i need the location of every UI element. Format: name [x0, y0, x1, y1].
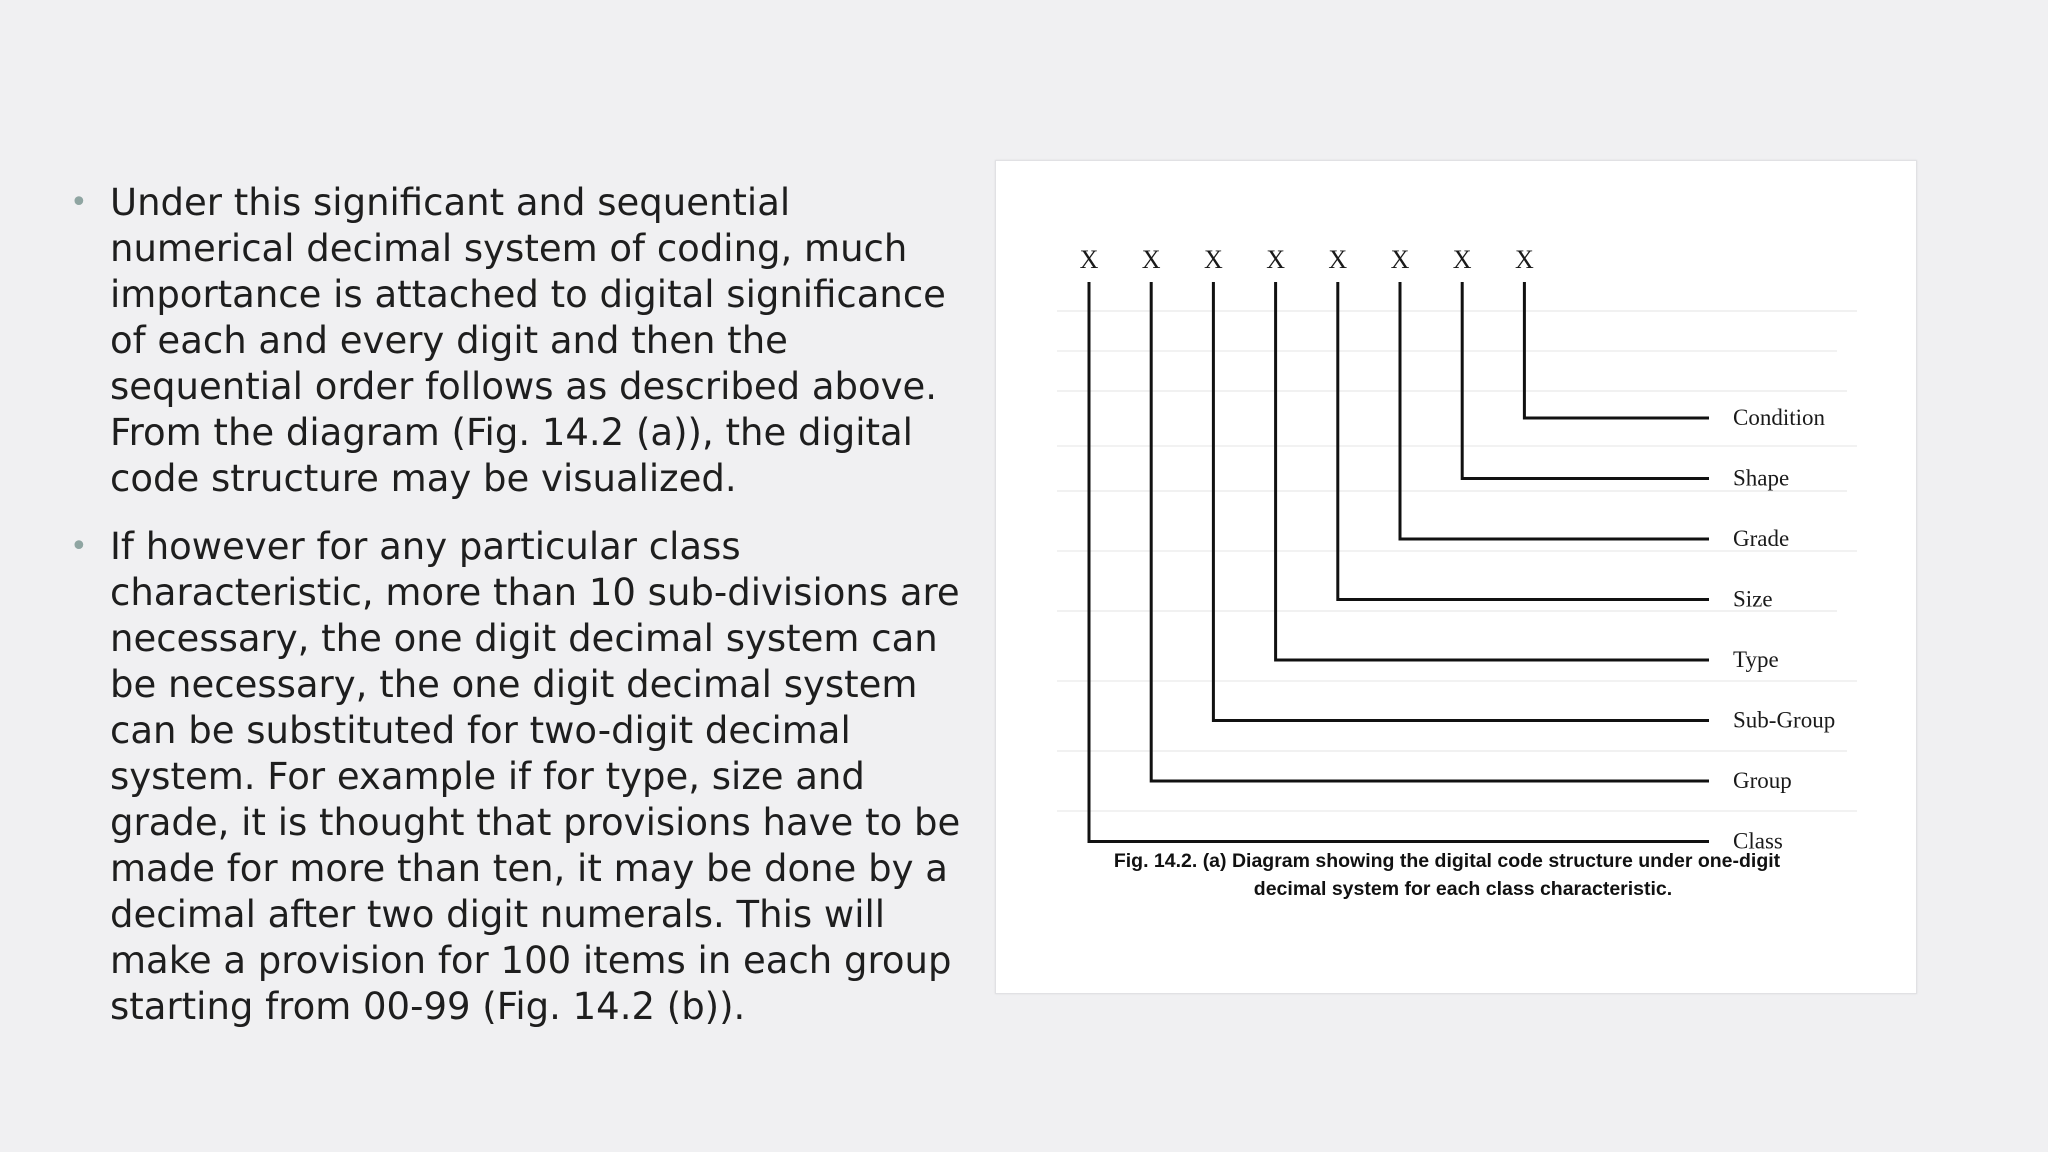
digit-mark: X	[1141, 245, 1161, 274]
digit-mark: X	[1452, 245, 1472, 274]
bullet-item	[66, 180, 966, 502]
bullet-text: Under this significant and sequential numerical decimal system of coding, much importance is attached to digital significance of each and every digit and then the sequential order follows as described above. From the diagram (Fig. 14.2 (a)), the digital code structure may be visualized.	[110, 181, 946, 500]
digit-mark: X	[1266, 245, 1285, 274]
level-label: Condition	[1733, 405, 1826, 430]
digit-mark: X	[1079, 245, 1099, 274]
digit-mark: X	[1328, 245, 1348, 274]
bullet-item	[66, 524, 966, 1030]
level-label: Class	[1733, 828, 1783, 854]
bullet-list	[66, 180, 966, 1052]
level-label: Type	[1733, 647, 1779, 672]
figure-caption-line-2: decimal system for each class characteristic.	[1253, 878, 1673, 900]
bullet-text: If however for any particular class characteristic, more than 10 sub-divisions are necessary, the one digit decimal system can be necessary, the one digit decimal system can be substituted for two-digit decimal system. For example if for type, size and grade, it is thought that provisions have to be made for more than ten, it may be done by a decimal after two digit numerals. This will make a provision for 100 items in each group starting from 00-99 (Fig. 14.2 (b)).	[110, 525, 961, 1028]
branch-line	[1400, 282, 1709, 539]
diagram-marks	[1080, 245, 1534, 274]
bullet-dot-icon: •	[70, 529, 88, 564]
code-structure-diagram	[1027, 190, 1885, 964]
digit-mark: X	[1204, 245, 1223, 274]
scan-texture	[1057, 310, 1857, 812]
diagram-labels	[1733, 405, 1835, 854]
level-label: Grade	[1733, 526, 1790, 551]
diagram-lines	[1089, 282, 1709, 842]
bullet-dot-icon: •	[70, 185, 88, 220]
level-label: Shape	[1733, 465, 1790, 491]
branch-line	[1151, 282, 1709, 781]
branch-line	[1276, 282, 1709, 660]
level-label: Sub-Group	[1733, 707, 1836, 733]
level-label: Size	[1733, 586, 1773, 612]
figure-caption-line-1: Fig. 14.2. (a) Diagram showing the digital code structure under one-digit	[1113, 850, 1781, 872]
code-structure-figure	[1027, 190, 1885, 964]
level-label: Group	[1733, 768, 1792, 793]
digit-mark: X	[1515, 245, 1534, 274]
digit-mark: X	[1390, 245, 1410, 274]
